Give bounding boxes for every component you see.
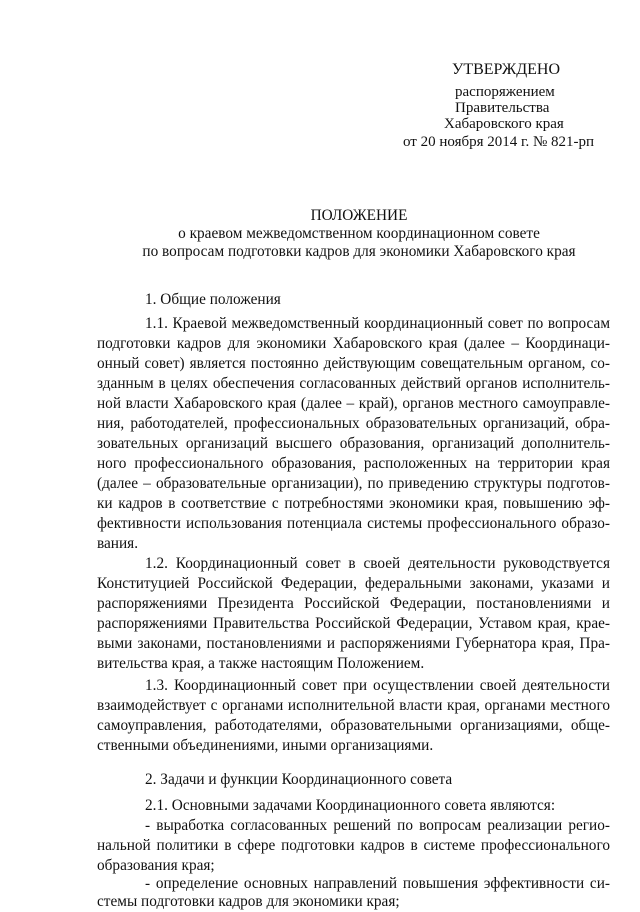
- text-line: распоряжениями Президента Российской Федерации, постановлениями и: [97, 595, 610, 612]
- approval-line-2: Правительства: [455, 100, 550, 116]
- text-line: вания.: [97, 535, 139, 552]
- approval-title: УТВЕРЖДЕНО: [452, 61, 561, 78]
- text-line: подготовки кадров для экономики Хабаровского края (далее – Координаци-: [97, 335, 610, 352]
- section-1-heading: 1. Общие положения: [145, 291, 281, 308]
- text-line: ки кадров в соответствие с потребностями экономики края, повышению эф-: [97, 495, 610, 512]
- text-line: фективности использования потенциала системы профессионального образо-: [97, 515, 610, 532]
- text-line: выми законами, постановлениями и распоряжениями Губернатора края, Пра-: [97, 635, 610, 652]
- text-line: 1.2. Координационный совет в своей деятельности руководствуется: [145, 555, 610, 572]
- text-line: зданным в целях обеспечения согласованных действий органов исполнитель-: [97, 375, 610, 392]
- text-line: Конституцией Российской Федерации, федеральными законами, указами и: [97, 575, 610, 592]
- text-line: нальной политики в сфере подготовки кадров в системе профессионального: [97, 837, 610, 854]
- approval-line-1: распоряжением: [455, 84, 555, 100]
- text-line: ного профессионального образования, расположенных на территории края: [97, 455, 610, 472]
- text-line: самоуправления, работодателями, образовательными организациями, обще-: [97, 717, 610, 734]
- text-line: образования края;: [97, 857, 215, 874]
- text-line: ния, работодателей, профессиональных образовательных организаций, обра-: [97, 415, 610, 432]
- approval-date-line: от 20 ноября 2014 г. № 821-рп: [403, 134, 595, 150]
- approval-line-3: Хабаровского края: [444, 116, 564, 132]
- text-line: 1.3. Координационный совет при осуществлении своей деятельности: [145, 677, 610, 694]
- text-line: ной власти Хабаровского края (далее – край), органов местного самоуправле-: [97, 395, 610, 412]
- text-line: 2.1. Основными задачами Координационного совета являются:: [145, 797, 556, 814]
- text-line: распоряжениями Правительства Российской Федерации, Уставом края, крае-: [97, 615, 610, 632]
- text-line: (далее – образовательные организации), по приведению структуры подготов-: [97, 475, 610, 492]
- text-line: - выработка согласованных решений по вопросам реализации регио-: [145, 817, 610, 834]
- document-title: ПОЛОЖЕНИЕ: [310, 207, 408, 224]
- text-line: взаимодействует с органами исполнительной власти края, органами местного: [97, 697, 610, 714]
- text-line: - определение основных направлений повышения эффективности си-: [145, 875, 610, 892]
- document-subtitle-1: о краевом межведомственном координационном совете: [178, 225, 540, 242]
- text-line: стемы подготовки кадров для экономики края;: [97, 893, 400, 910]
- text-line: онный совет) является постоянно действующим совещательным органом, со-: [97, 355, 610, 372]
- text-line: зовательных организаций высшего образования, организаций дополнитель-: [97, 435, 610, 452]
- text-line: ственными объединениями, иными организациями.: [97, 737, 434, 754]
- section-2-heading: 2. Задачи и функции Координационного совета: [145, 771, 453, 788]
- document-subtitle-2: по вопросам подготовки кадров для экономики Хабаровского края: [142, 243, 576, 260]
- text-line: 1.1. Краевой межведомственный координационный совет по вопросам: [145, 315, 610, 332]
- text-line: вительства края, а также настоящим Положением.: [97, 655, 425, 672]
